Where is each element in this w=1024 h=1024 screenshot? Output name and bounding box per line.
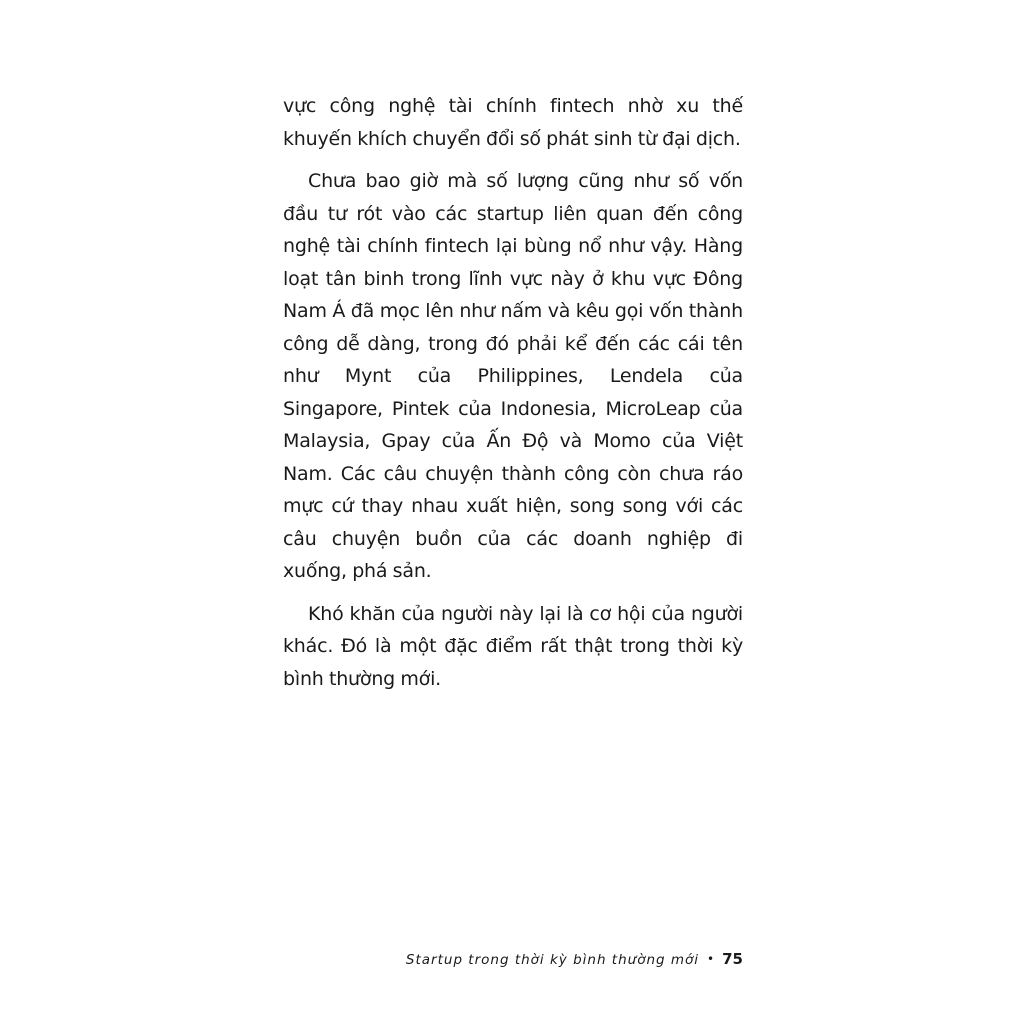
paragraph: Khó khăn của người này lại là cơ hội của người khác. Đó là một đặc điểm rất thật trong thời kỳ bình thường mới. [283, 602, 743, 690]
paragraph-continued: vực công nghệ tài chính fintech nhờ xu thế khuyến khích chuyển đổi số phát sinh từ đại dịch. [283, 95, 743, 150]
page-number: 75 [722, 950, 743, 968]
paragraph: Chưa bao giờ mà số lượng cũng như số vốn đầu tư rót vào các startup liên quan đến công nghệ tài chính fintech lại bùng nổ như vậy. Hàng loạt tân binh trong lĩnh vực này ở khu vực Đông Nam Á đã mọc lên như nấm và kêu gọi vốn thành công dễ dàng, trong đó phải kể đến các cái tên như Mynt của Philippines, Lendela của Singapore, Pintek của Indonesia, MicroLeap của Malaysia, Gpay của Ấn Độ và Momo của Việt Nam. Các câu chuyện thành công còn chưa ráo mực cứ thay nhau xuất hiện, song song với các câu chuyện buồn của các doanh nghiệp đi xuống, phá sản. [283, 170, 743, 582]
page-footer [283, 950, 743, 968]
footer-separator: • [707, 952, 715, 966]
running-title: Startup trong thời kỳ bình thường mới [405, 952, 700, 968]
body-text [283, 90, 743, 705]
